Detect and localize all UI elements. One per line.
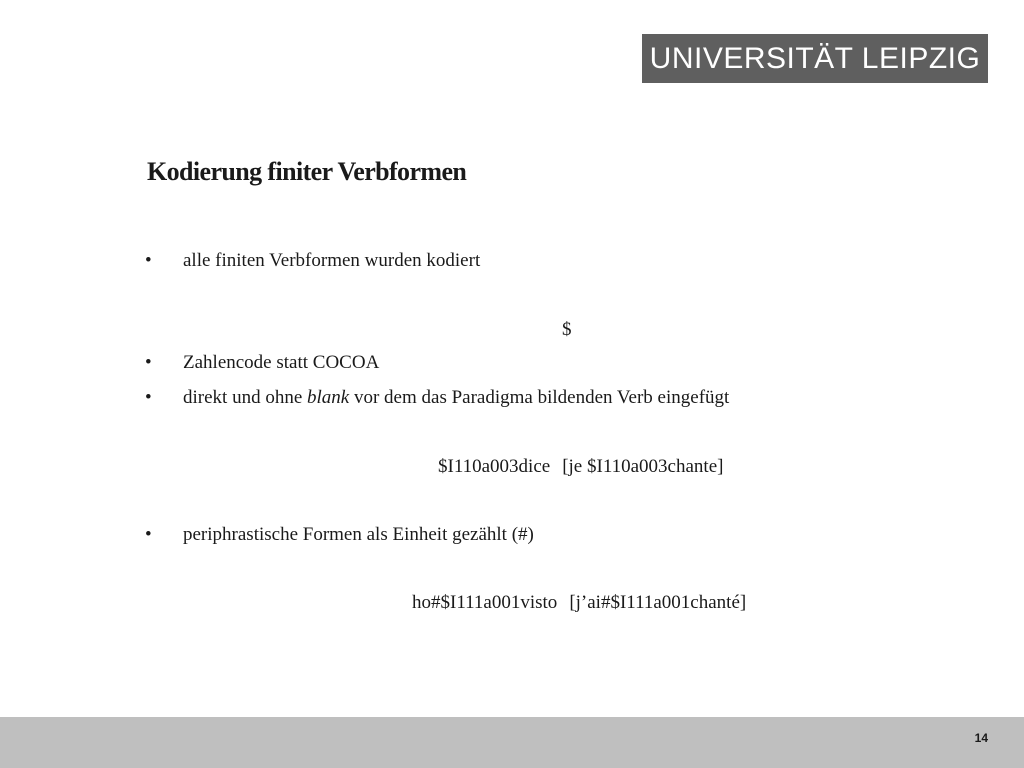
example-line <box>412 592 746 614</box>
page-number: 14 <box>974 731 988 745</box>
example-gloss: [j’ai#$I111a001chanté] <box>569 592 747 613</box>
example-code: ho#$I111a001visto <box>412 592 558 613</box>
bullet-text-before: direkt und ohne <box>183 387 308 408</box>
bullet-text: periphrastische Formen als Einheit gezählt (#) <box>183 524 534 545</box>
example-gloss: [je $I110a003chante] <box>562 456 724 477</box>
bullet-text-emphasis: blank <box>307 387 350 408</box>
bullet-dot: • <box>145 352 152 373</box>
bullet-text: Zahlencode statt COCOA <box>183 352 380 373</box>
slide-title: Kodierung finiter Verbformen <box>147 157 467 186</box>
bullet-text: alle finiten Verbformen wurden kodiert <box>183 250 481 271</box>
footer-bar <box>0 717 1024 768</box>
bullet-dot: • <box>145 387 152 408</box>
bullet-dot: • <box>145 250 152 271</box>
example-code: $I110a003dice <box>438 456 551 477</box>
bullet-text <box>183 387 729 409</box>
bullet-item <box>145 387 729 409</box>
bullet-item <box>145 250 480 272</box>
bullet-text-after: vor dem das Paradigma bildenden Verb eingefügt <box>349 387 730 408</box>
bullet-dot: • <box>145 524 152 545</box>
bullet-item <box>145 352 379 374</box>
example-line <box>438 456 723 478</box>
dollar-symbol: $ <box>562 319 572 340</box>
logo-text: UNIVERSITÄT LEIPZIG <box>649 41 981 75</box>
university-logo <box>642 34 988 83</box>
bullet-item <box>145 524 534 546</box>
